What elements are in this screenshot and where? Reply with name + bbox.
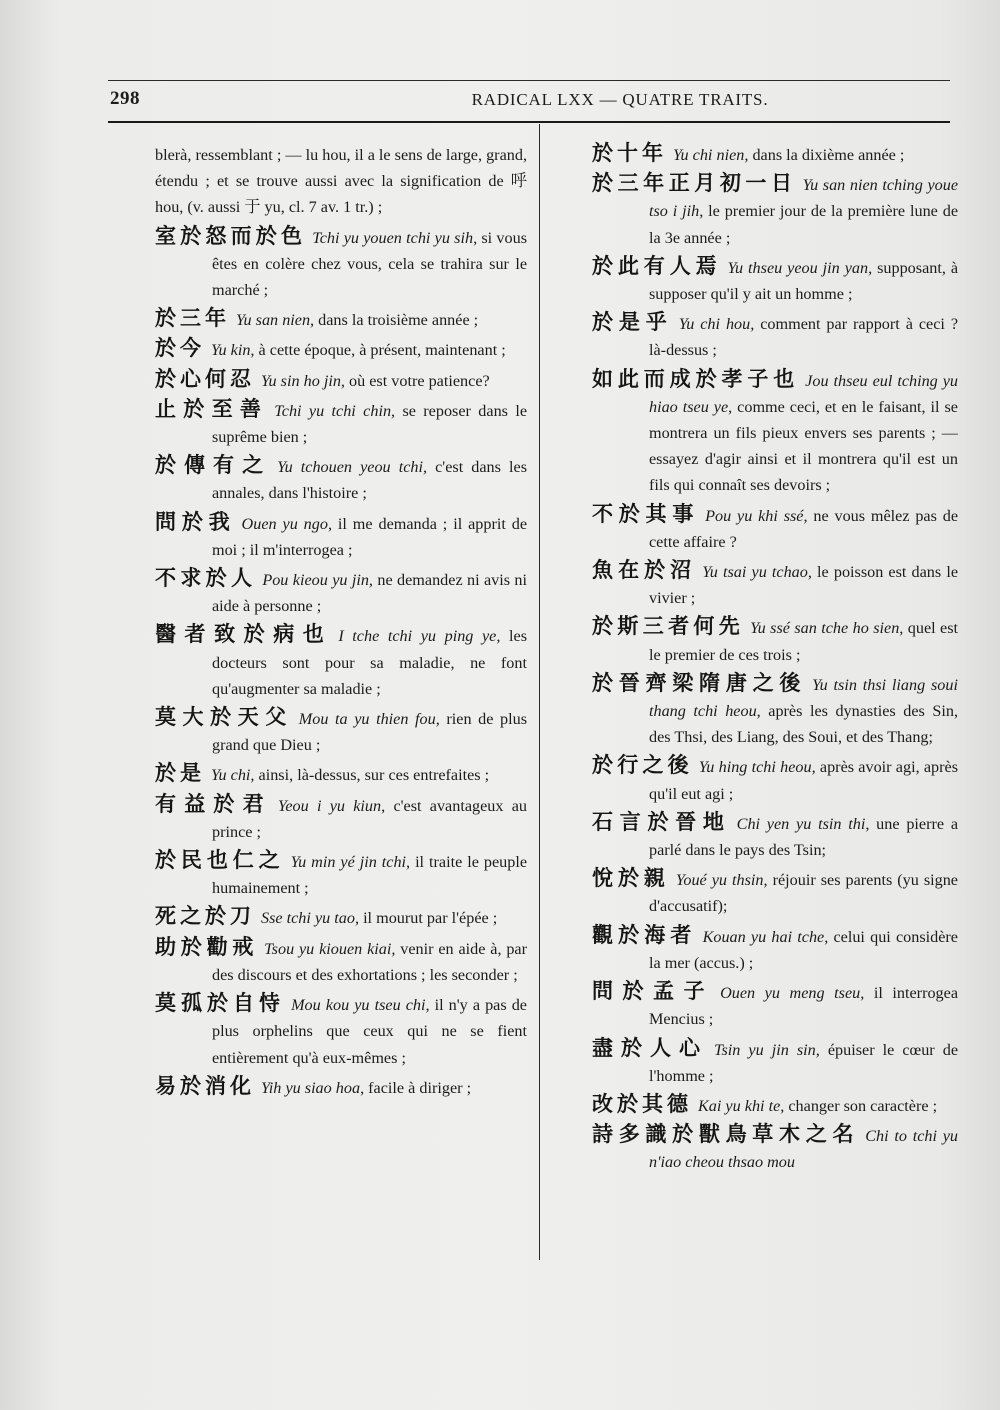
chinese-characters: 於是 [155,761,205,786]
transliteration: Tchi yu tchi chin, [274,401,396,420]
dictionary-entry [155,990,527,1071]
chinese-characters: 助於勸戒 [155,934,259,959]
chinese-characters: 不於其事 [592,501,700,526]
transliteration: Kai yu khi te, [698,1096,785,1115]
transliteration: Mou kou yu tseu chi, [291,996,430,1015]
transliteration: Kouan yu hai tche, [702,927,829,946]
transliteration: Ouen yu ngo, [241,514,333,533]
chinese-characters: 於行之後 [592,753,693,778]
french-gloss: c'est dans les annales, dans l'histoire ; [212,458,528,503]
chinese-characters: 問於孟子 [592,979,715,1004]
chinese-characters: 石言於晉地 [592,809,731,834]
french-gloss: ainsi, là-dessus, sur ces entrefaites ; [258,766,490,785]
chinese-characters: 於晉齊梁隋唐之後 [592,670,807,695]
french-gloss: comme ceci, et en le faisant, il se montrera un fils pieux envers ses parents ; — essayez d'agir ainsi et il montrera qu'il est un fils qui connaît ses devoirs ; [649,397,958,495]
transliteration: Tchi yu youen tchi yu sih, [312,228,478,247]
chinese-characters: 於三年 [155,306,230,331]
french-gloss: rien de plus grand que Dieu ; [212,710,528,755]
transliteration: Yu sin ho jin, [261,371,345,390]
running-head: RADICAL LXX — QUATRE TRAITS. [471,90,769,109]
dictionary-entry [592,922,958,976]
chinese-characters: 於此有人焉 [592,253,722,278]
french-gloss: réjouir ses parents (yu signe d'accusatif); [649,871,958,916]
chinese-characters: 醫者致於病也 [155,622,333,647]
dictionary-entry [592,613,958,667]
french-gloss: il n'y a pas de plus orphelins que ceux qui ne se fient entièrement qu'à eux-mêmes ; [212,996,527,1067]
dictionary-entry [592,1091,958,1119]
dictionary-entry [592,1121,958,1175]
transliteration: Youé yu thsin, [675,871,768,890]
dictionary-entry [155,509,527,563]
dictionary-entry [592,309,958,363]
dictionary-entry [155,760,527,788]
dictionary-entry [155,903,527,931]
french-gloss: il mourut par l'épée ; [363,909,498,928]
dictionary-entry [155,140,527,221]
chinese-characters: 觀於海者 [592,922,697,947]
dictionary-entry [592,170,958,251]
chinese-characters: 於傳有之 [155,453,272,478]
french-gloss: venir en aide à, par des discours et des exhortations ; les seconder ; [212,939,528,984]
french-gloss: à cette époque, à présent, maintenant ; [258,341,506,360]
transliteration: Yu thseu yeou jin yan, [727,258,873,277]
right-column [592,140,958,1178]
chinese-characters: 悅於親 [592,866,670,891]
chinese-characters: 死之於刀 [155,904,255,929]
transliteration: Yu san nien tching youe tso i jih, [649,176,959,221]
french-gloss: facile à diriger ; [368,1078,472,1097]
transliteration: Chi to tchi yu n'iao cheou thsao mou [649,1127,959,1172]
chinese-characters: 莫大於天父 [155,705,293,730]
chinese-characters: 於斯三者何先 [592,614,745,639]
transliteration: Yu min yé jin tchi, [290,853,411,872]
transliteration: Ouen yu meng tseu, [720,984,865,1003]
transliteration: Yu kin, [211,341,255,360]
chinese-characters: 於十年 [592,141,667,165]
dictionary-entry [592,253,958,307]
french-gloss: si vous êtes en colère chez vous, cela se trahira sur le marché ; [212,228,527,300]
header-rule-top [108,80,950,81]
chinese-characters: 於是乎 [592,310,673,335]
transliteration: Yu ssé san tche ho sien, [750,619,904,638]
dictionary-entry [155,452,527,506]
column-divider [539,124,540,1260]
transliteration: Yu tchouen yeou tchi, [277,458,428,477]
chinese-characters: 不求於人 [155,566,257,591]
french-gloss: blerà, ressemblant ; — lu hou, il a le sens de large, grand, étendu ; et se trouve aussi avec la signification de 呼 hou, (v. aussi 于 yu, cl. 7 av. 1 tr.) ; [155,146,527,217]
chinese-characters: 止於至善 [155,396,269,421]
french-gloss: où est votre patience? [349,371,490,390]
chinese-characters: 莫孤於自恃 [155,991,286,1016]
french-gloss: il me demanda ; il apprit de moi ; il m'interrogea ; [212,514,528,559]
transliteration: Tsou yu kiouen kiai, [264,939,396,958]
french-gloss: celui qui considère la mer (accus.) ; [649,927,958,972]
dictionary-entry [155,396,527,450]
transliteration: Chi yen yu tsin thi, [736,814,870,833]
french-gloss: une pierre a parlé dans le pays des Tsin; [649,814,959,860]
dictionary-entry [155,565,527,619]
chinese-characters: 於民也仁之 [155,848,285,873]
header-rule-bottom [108,121,950,123]
chinese-characters: 於今 [155,336,205,361]
page-number: 298 [110,88,140,109]
french-gloss: ne demandez ni avis ni aide à personne ; [212,571,528,616]
chinese-characters: 於心何忍 [155,366,255,391]
transliteration: Yu hing tchi heou, [698,758,816,777]
chinese-characters: 魚在於沼 [592,558,697,583]
transliteration: Yeou i yu kiun, [277,796,386,815]
french-gloss: changer son caractère ; [788,1096,938,1115]
transliteration: Sse tchi yu tao, [261,909,360,928]
dictionary-entry [155,934,527,988]
dictionary-entry [155,335,527,363]
french-gloss: le premier jour de la première lune de la 3e année ; [649,202,958,247]
transliteration: Pou yu khi ssé, [705,506,808,525]
dictionary-entry [592,865,958,919]
french-gloss: il interrogea Mencius ; [649,984,959,1029]
chinese-characters: 易於消化 [155,1073,255,1098]
dictionary-entry [155,704,527,758]
dictionary-entry [592,752,958,806]
dictionary-entry [592,1035,958,1089]
dictionary-entry [592,501,958,555]
transliteration: Yu tsin thsi liang soui thang tchi heou, [649,675,958,721]
transliteration: Yu chi, [211,766,255,785]
dictionary-entry [155,1073,527,1101]
transliteration: Pou kieou yu jin, [262,571,373,590]
french-gloss: ne vous mêlez pas de cette affaire ? [649,506,959,551]
chinese-characters: 改於其德 [592,1091,692,1116]
chinese-characters: 詩多識於獸鳥草木之名 [592,1122,860,1147]
dictionary-entry [592,140,958,168]
dictionary-entry [592,670,958,751]
french-gloss: comment par rapport à ceci ? là-dessus ; [649,315,959,360]
chinese-characters: 盡於人心 [592,1035,708,1060]
transliteration: I tche tchi yu ping ye, [338,627,501,646]
transliteration: Yu chi nien, [673,146,749,164]
dictionary-entry [592,809,958,863]
french-gloss: le poisson est dans le vivier ; [649,563,958,608]
transliteration: Yu san nien, [236,311,315,330]
transliteration: Jou thseu eul tching yu hiao tseu ye, [649,371,958,416]
dictionary-entry [155,847,527,901]
transliteration: Yu chi hou, [678,315,755,334]
french-gloss: se reposer dans le suprême bien ; [212,401,528,447]
dictionary-entry [155,305,527,333]
dictionary-entry [155,223,527,304]
french-gloss: dans la dixième année ; [752,146,905,164]
french-gloss: c'est avantageux au prince ; [212,796,528,841]
french-gloss: après les dynasties des Sin, des Thsi, des Liang, des Soui, et des Thang; [649,702,958,747]
french-gloss: il traite le peuple humainement ; [212,853,528,898]
transliteration: Yih yu siao hoa, [261,1078,365,1097]
dictionary-entry [592,978,958,1032]
dictionary-entry [155,366,527,394]
chinese-characters: 室於怒而於色 [155,223,307,248]
dictionary-entry [155,791,527,845]
dictionary-entry [155,621,527,702]
french-gloss: épuiser le cœur de l'homme ; [649,1040,959,1085]
transliteration: Tsin yu jin sin, [713,1040,820,1059]
chinese-characters: 問於我 [155,509,236,534]
chinese-characters: 如此而成於孝子也 [592,366,800,391]
chinese-characters: 於三年正月初一日 [592,171,797,196]
french-gloss: dans la troisième année ; [318,311,479,330]
transliteration: Yu tsai yu tchao, [702,563,812,582]
transliteration: Mou ta yu thien fou, [298,710,440,729]
french-gloss: les docteurs sont pour sa maladie, ne font qu'augmenter sa maladie ; [212,627,527,698]
chinese-characters: 有益於君 [155,791,272,816]
dictionary-entry [592,366,958,499]
dictionary-entry [592,557,958,611]
left-column [155,140,527,1103]
french-gloss: quel est le premier de ces trois ; [649,619,959,664]
french-gloss: supposant, à supposer qu'il y ait un homme ; [649,258,959,304]
french-gloss: après avoir agi, après qu'il eut agi ; [649,758,959,803]
